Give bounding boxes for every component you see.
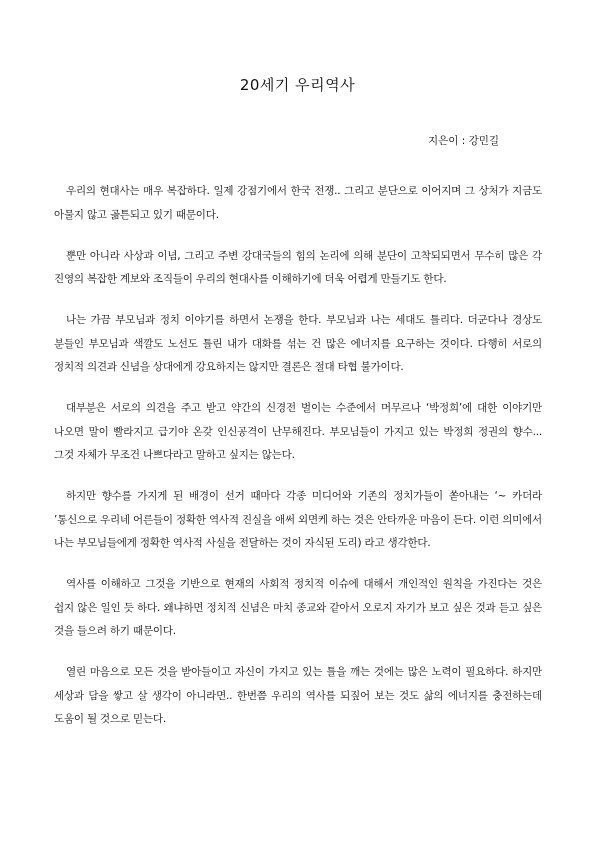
paragraph: 열린 마음으로 모든 것을 받아들이고 자신이 가지고 있는 틀을 깨는 것에는 많은 노력이 필요하다. 하지만 세상과 담을 쌓고 살 생각이 아니라면.. 한번쯤 우리의 역사를 되짚어 보는 것도 삶의 에너지를 충전하는데 도움이 될 것으로 믿는다. <box>54 666 542 725</box>
document-body <box>54 180 542 749</box>
paragraph: 우리의 현대사는 매우 복잡하다. 일제 강점기에서 한국 전쟁.. 그리고 분단으로 이어지며 그 상처가 지금도 아물지 않고 곪튼되고 있기 때문이다. <box>54 185 542 221</box>
document-title: 20세기 우리역사 <box>239 76 356 94</box>
paragraph: 역사를 이해하고 그것을 기반으로 현재의 사회적 정치적 이슈에 대해서 개인적인 원칙을 가진다는 것은 쉽지 않은 일인 듯 하다. 왜냐하면 정치적 신념은 마치 종교와 같아서 오로지 자기가 보고 싶은 것과 듣고 싶은 것을 들으려 하기 때문이다. <box>54 578 542 637</box>
paragraph: 대부분은 서로의 의견을 주고 받고 약간의 신경전 벌이는 수준에서 머무르나 ‘박정희’에 대한 이야기만 나오면 말이 빨라지고 급기야 온갖 인신공격이 난무해진다. 부모님들이 가지고 있는 박정희 정권의 향수... 그것 자체가 무조건 나쁘다라고 말하고 싶지는 않는다. <box>54 402 542 461</box>
paragraph: 나는 가끔 부모님과 정치 이야기를 하면서 논쟁을 한다. 부모님과 나는 세대도 틀리다. 더군다나 경상도 분들인 부모님과 색깔도 노선도 틀린 내가 대화를 섞는 건 많은 에너지를 요구하는 것이다. 다행히 서로의 정치적 의견과 신념을 상대에게 강요하지는 않지만 결론은 절대 타협 불가이다. <box>54 314 542 373</box>
paragraph: 하지만 향수를 가지게 된 배경이 선거 때마다 각종 미디어와 기존의 정치가들이 쏟아내는 ‘~ 카더라 ’통신으로 우리네 어른들이 정확한 역사적 진실을 애써 외면케 하는 것은 안타까운 마음이 든다. 이런 의미에서 나는 부모님들에게 정확한 역사적 사실을 전달하는 것이 자식된 도리) 라고 생각한다. <box>54 490 542 549</box>
paragraph: 뿐만 아니라 사상과 이념, 그리고 주변 강대국들의 힘의 논리에 의해 분단이 고착되되면서 무수히 많은 각 진영의 복잡한 계보와 조직들이 우리의 현대사를 이해하기에 더욱 어렵게 만들기도 한다. <box>54 249 542 285</box>
author-line: 지은이 : 강민길 <box>428 135 500 147</box>
